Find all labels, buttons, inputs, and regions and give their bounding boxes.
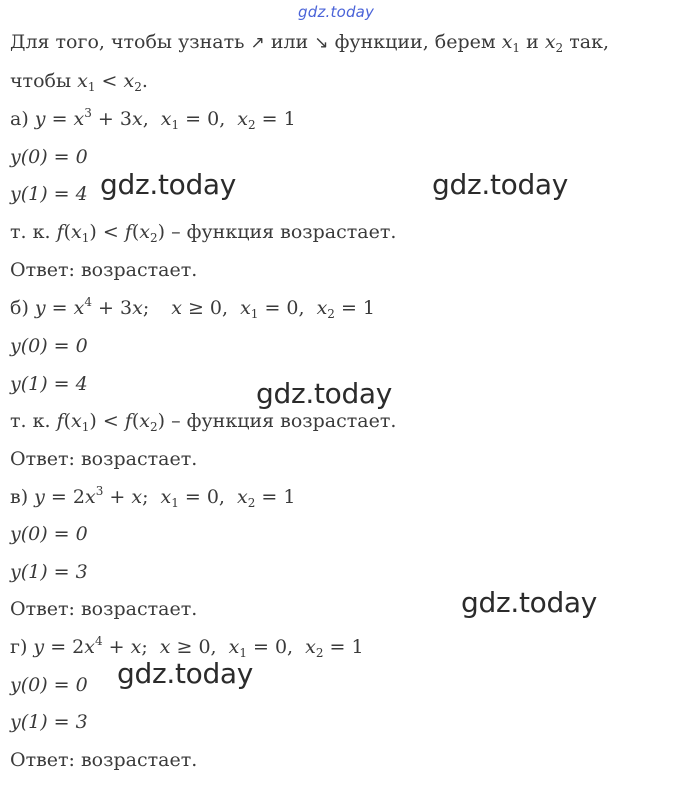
section-d-condition: г) $y = 2x^4 + x$; x ≥ 0, $x_1 = 0$, $x_2 = 1$ [10, 634, 364, 660]
watermark: gdz.today [461, 586, 598, 619]
intro-or: или [270, 31, 309, 53]
section-c-marker: в) [10, 486, 29, 508]
var-x1: $x_1$ [501, 31, 521, 55]
section-d-answer: Ответ: возрастает. [10, 749, 198, 771]
increasing-arrow-icon: ↗ [250, 33, 265, 53]
section-b-y0: y(0) = 0 [10, 335, 88, 357]
section-b-marker: б) [10, 297, 29, 319]
var-x2: $x_2$ [544, 31, 564, 55]
intro-text-1: Для того, чтобы узнать [10, 31, 245, 53]
section-a-y0: y(0) = 0 [10, 146, 88, 168]
intro-and: и [526, 31, 539, 53]
section-c-y1: y(1) = 3 [10, 561, 88, 583]
section-a-y1: y(1) = 4 [10, 183, 88, 205]
watermark: gdz.today [100, 168, 237, 201]
section-b-condition: б) $y = x^4 + 3x$; x ≥ 0, $x_1 = 0$, $x_2 = 1$ [10, 295, 376, 321]
intro-line-1 [10, 30, 609, 55]
inequality: $x_1 < x_2$ [77, 70, 142, 94]
section-b-answer: Ответ: возрастает. [10, 448, 198, 470]
section-c-condition: в) $y = 2x^3 + x$; $x_1 = 0$, $x_2 = 1$ [10, 484, 296, 510]
watermark: gdz.today [256, 377, 393, 410]
section-a-marker: а) [10, 108, 29, 130]
section-b-y1: y(1) = 4 [10, 373, 88, 395]
intro-text-3: чтобы [10, 70, 72, 92]
section-c-answer: Ответ: возрастает. [10, 598, 198, 620]
decreasing-arrow-icon: ↘ [314, 33, 329, 53]
section-d-marker: г) [10, 636, 28, 658]
section-c-y0: y(0) = 0 [10, 523, 88, 545]
top-watermark: gdz.today [298, 3, 375, 21]
section-b-conclusion: т. к. $f(x_1) < f(x_2)$ – функция возрастает. [10, 410, 397, 434]
section-a-conclusion: т. к. $f(x_1) < f(x_2)$ – функция возрастает. [10, 221, 397, 245]
watermark: gdz.today [432, 168, 569, 201]
section-d-y0: y(0) = 0 [10, 674, 88, 696]
intro-line-2: чтобы $x_1 < x_2$. [10, 70, 148, 94]
intro-text-2: функции, берем [334, 31, 496, 53]
section-a-condition: а) $y = x^3 + 3x$, $x_1 = 0$, $x_2 = 1$ [10, 106, 296, 132]
section-d-y1: y(1) = 3 [10, 711, 88, 733]
intro-so: так, [569, 31, 609, 53]
section-a-answer: Ответ: возрастает. [10, 259, 198, 281]
watermark: gdz.today [117, 657, 254, 690]
